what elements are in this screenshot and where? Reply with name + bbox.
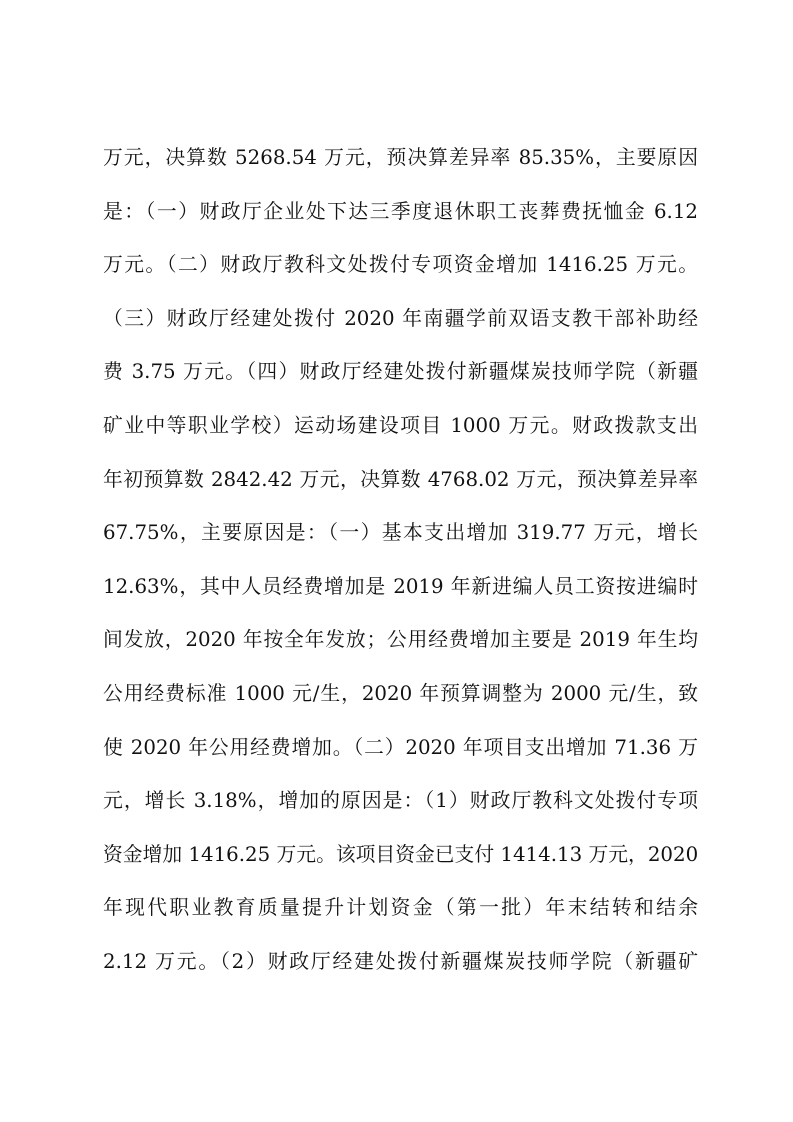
text-line: 年现代职业教育质量提升计划资金（第一批）年末结转和结余	[103, 896, 698, 920]
text-line: 万元。（二）财政厅教科文处拨付专项资金增加 1416.25 万元。	[103, 253, 698, 277]
text-line: 公用经费标准 1000 元/生，2020 年预算调整为 2000 元/生，致	[103, 681, 698, 705]
text-line: 元，增长 3.18%，增加的原因是：（1）财政厅教科文处拨付专项	[103, 789, 698, 813]
text-line: （三）财政厅经建处拨付 2020 年南疆学前双语支教干部补助经	[103, 306, 698, 330]
text-line: 间发放，2020 年按全年发放；公用经费增加主要是 2019 年生均	[103, 628, 698, 652]
text-line: 67.75%，主要原因是：（一）基本支出增加 319.77 万元，增长	[103, 521, 698, 545]
text-line: 矿业中等职业学校）运动场建设项目 1000 万元。财政拨款支出	[103, 413, 698, 437]
text-line: 使 2020 年公用经费增加。（二）2020 年项目支出增加 71.36 万	[103, 735, 698, 759]
text-line: 资金增加 1416.25 万元。该项目资金已支付 1414.13 万元，2020	[103, 842, 698, 866]
text-line: 2.12 万元。（2）财政厅经建处拨付新疆煤炭技师学院（新疆矿	[103, 949, 698, 973]
body-text	[103, 140, 698, 998]
text-line: 年初预算数 2842.42 万元，决算数 4768.02 万元，预决算差异率	[103, 467, 698, 491]
text-line: 万元，决算数 5268.54 万元，预决算差异率 85.35%，主要原因	[103, 146, 698, 169]
text-line: 12.63%，其中人员经费增加是 2019 年新进编人员工资按进编时	[103, 574, 698, 598]
text-line: 是：（一）财政厅企业处下达三季度退休职工丧葬费抚恤金 6.12	[103, 199, 698, 223]
text-line: 费 3.75 万元。（四）财政厅经建处拨付新疆煤炭技师学院（新疆	[103, 360, 698, 384]
